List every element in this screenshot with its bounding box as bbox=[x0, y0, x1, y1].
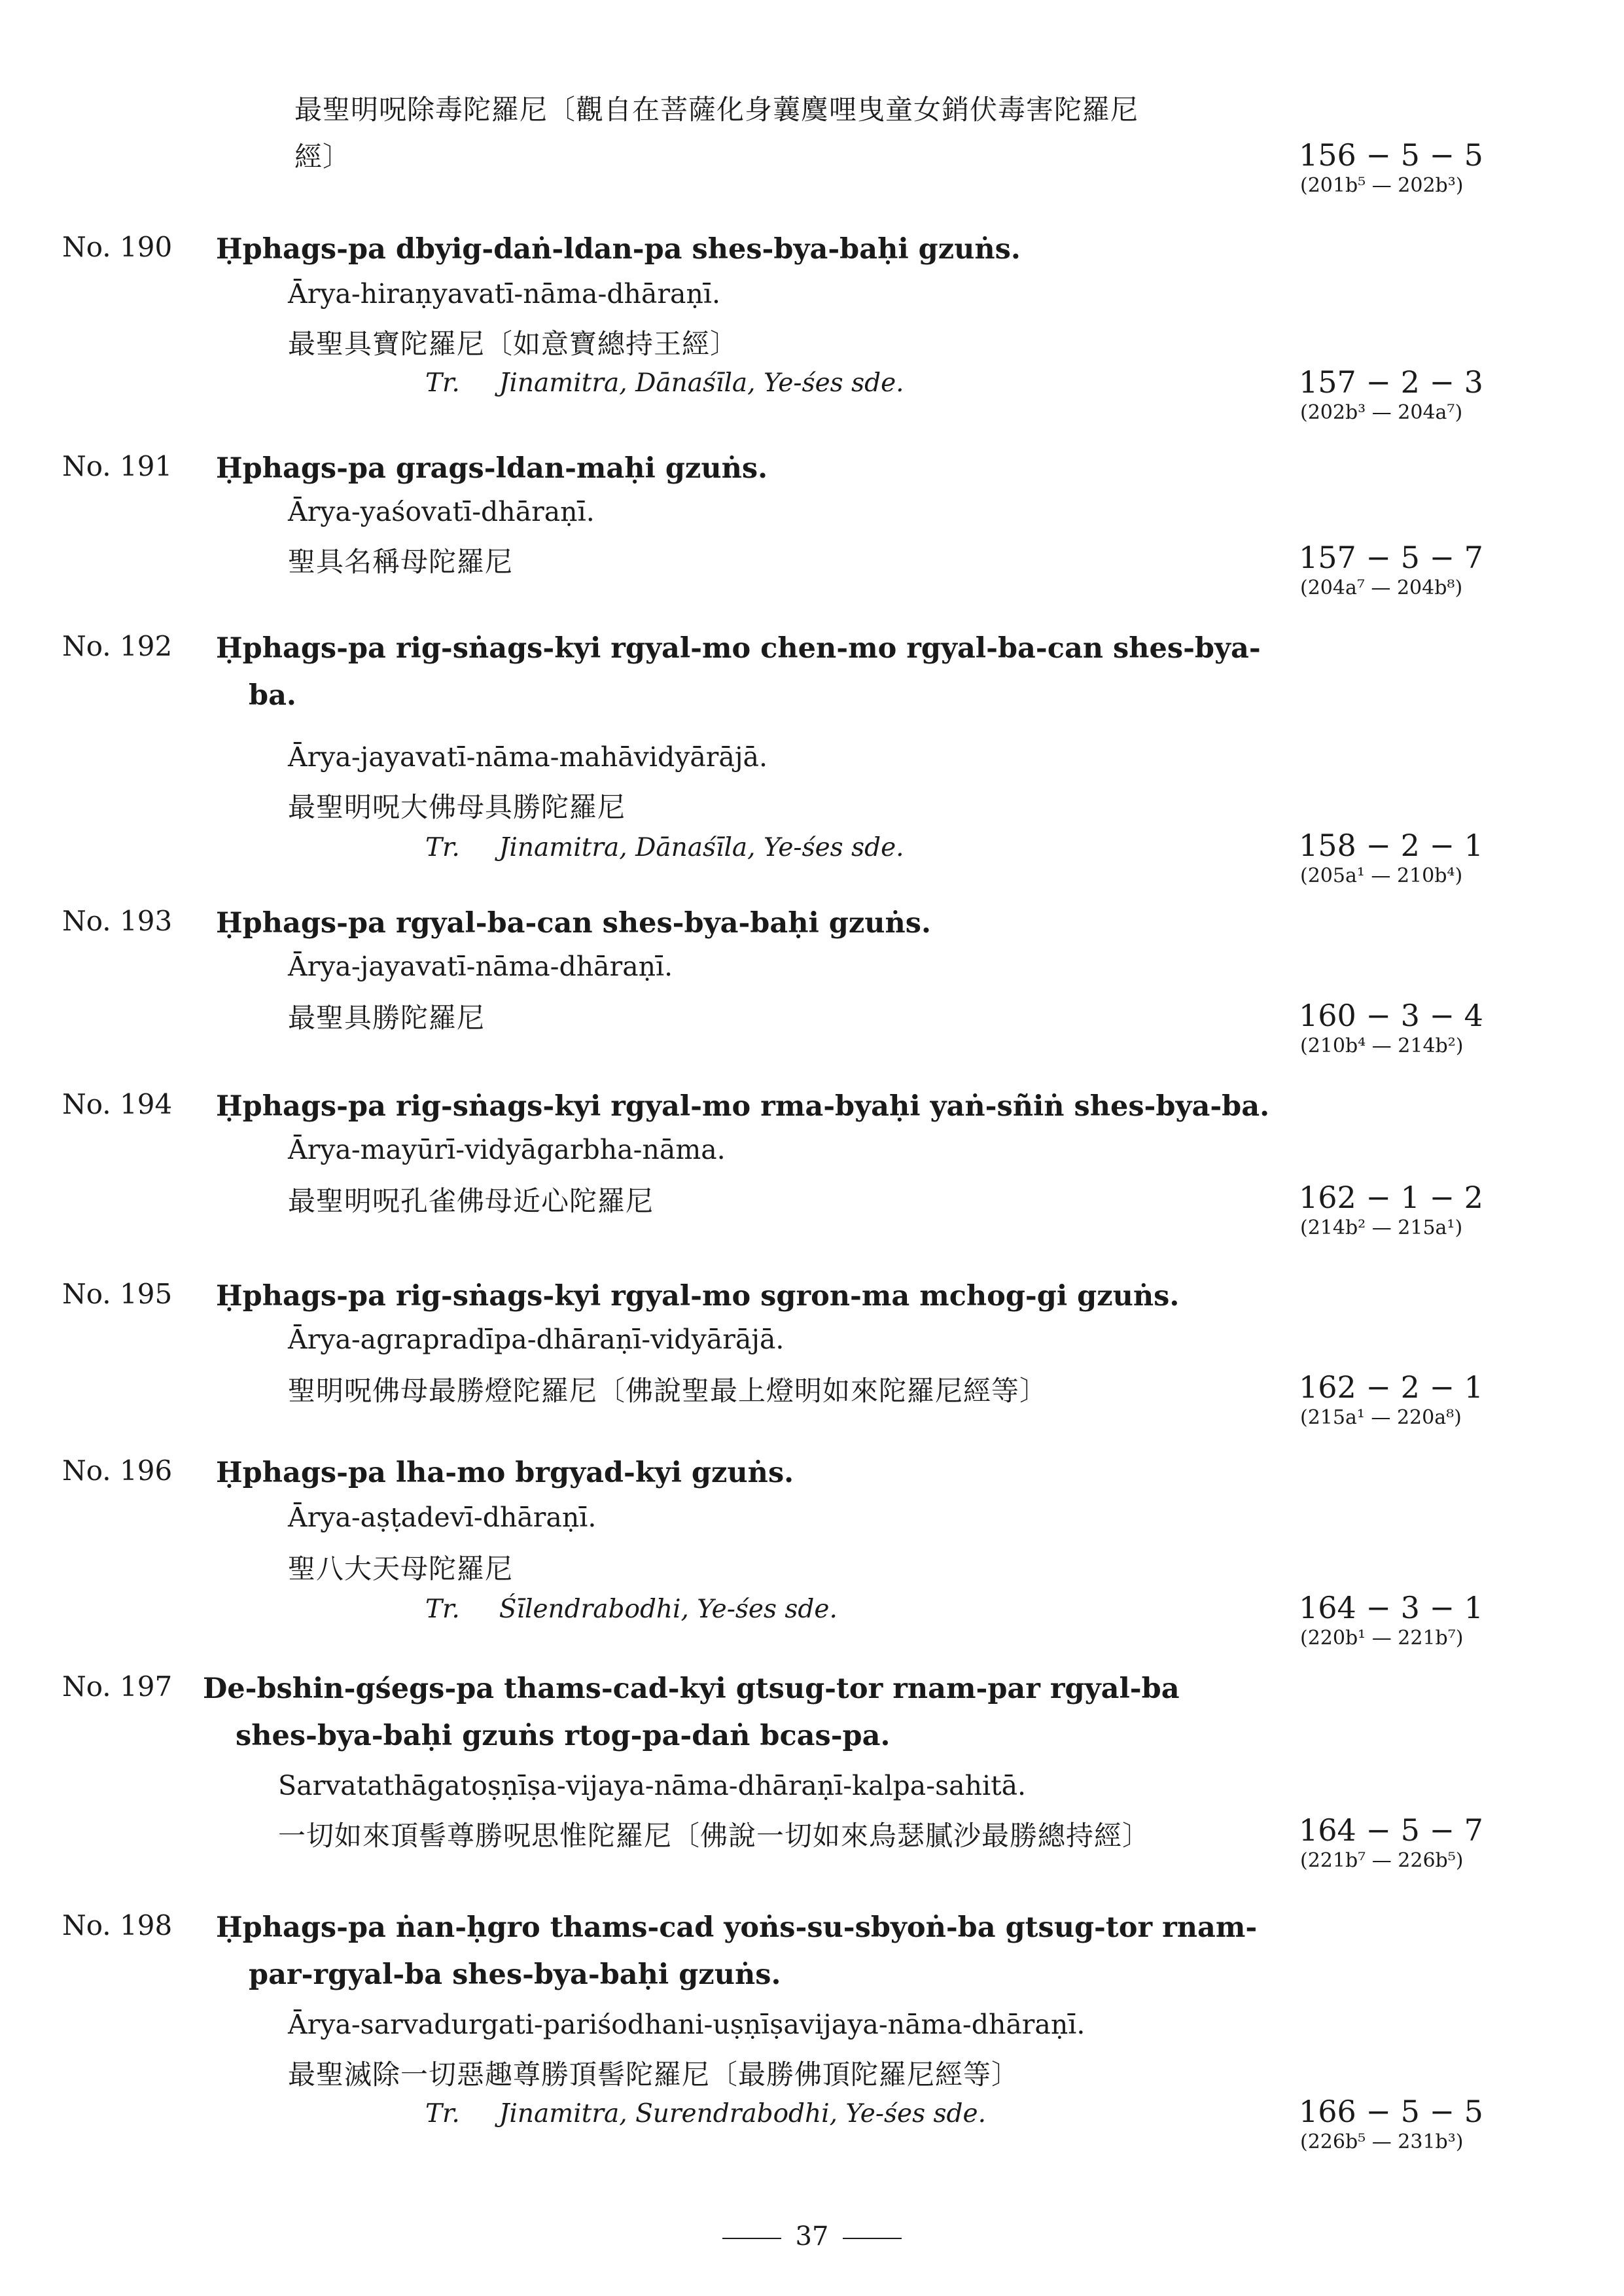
catalogue-reference bbox=[1299, 998, 1515, 1057]
tibetan-title-line: Ḥphags-pa rig-sṅags-kyi rgyal-mo rma-byaḥi yaṅ-sñiṅ shes-bya-ba. bbox=[216, 1090, 1270, 1123]
translator-label: Tr. bbox=[425, 1595, 460, 1624]
volume-page-line: 162 − 1 − 2 bbox=[1299, 1180, 1483, 1215]
catalogue-reference bbox=[1299, 1590, 1515, 1650]
entry-number: No. 195 bbox=[62, 1278, 173, 1310]
chinese-title: 聖具名稱母陀羅尼 bbox=[288, 546, 514, 578]
entry-number: No. 192 bbox=[62, 630, 173, 662]
catalogue-reference bbox=[1299, 137, 1515, 197]
entry-number: No. 194 bbox=[62, 1088, 173, 1120]
sanskrit-title: Sarvatathāgatoṣṇīṣa-vijaya-nāma-dhāraṇī-kalpa-sahitā. bbox=[278, 1770, 1027, 1801]
sanskrit-title: Ārya-jayavatī-nāma-dhāraṇī. bbox=[288, 951, 673, 982]
volume-page-line: 164 − 3 − 1 bbox=[1299, 1590, 1483, 1625]
page-number-rule-right bbox=[843, 2238, 902, 2239]
translators-line bbox=[425, 833, 904, 862]
volume-page-line: 158 − 2 − 1 bbox=[1299, 828, 1483, 863]
catalogue-reference bbox=[1299, 2094, 1515, 2153]
entry-number: No. 193 bbox=[62, 905, 173, 937]
chinese-title: 最聖明呪大佛母具勝陀羅尼 bbox=[288, 791, 626, 823]
entry-number: No. 198 bbox=[62, 1909, 173, 1941]
tibetan-title bbox=[216, 445, 1276, 492]
folio-range: (201b⁵ — 202b³) bbox=[1300, 174, 1464, 197]
entry-number: No. 196 bbox=[62, 1455, 173, 1487]
translator-label: Tr. bbox=[425, 368, 460, 398]
translator-names: Jinamitra, Dānaśīla, Ye-śes sde. bbox=[499, 368, 904, 398]
volume-page-line: 160 − 3 − 4 bbox=[1299, 998, 1483, 1033]
sanskrit-title: Ārya-jayavatī-nāma-mahāvidyārājā. bbox=[288, 741, 768, 773]
folio-range: (202b³ — 204a⁷) bbox=[1300, 401, 1463, 424]
page-number bbox=[0, 2221, 1624, 2252]
sanskrit-title: Ārya-yaśovatī-dhāraṇī. bbox=[288, 496, 595, 527]
folio-range: (221b⁷ — 226b⁵) bbox=[1300, 1849, 1464, 1872]
translators-line bbox=[425, 2099, 986, 2128]
tibetan-title bbox=[216, 1449, 1276, 1496]
tibetan-title-line: Ḥphags-pa rig-sṅags-kyi rgyal-mo chen-mo rgyal-ba-can shes-bya- bbox=[216, 632, 1261, 665]
tibetan-title bbox=[216, 1273, 1276, 1320]
sanskrit-title: Ārya-agrapradīpa-dhāraṇī-vidyārājā. bbox=[288, 1324, 785, 1355]
translators-line bbox=[425, 368, 904, 398]
chinese-title: 聖明呪佛母最勝燈陀羅尼〔佛說聖最上燈明如來陀羅尼經等〕 bbox=[288, 1375, 1048, 1407]
catalogue-reference bbox=[1299, 1812, 1515, 1872]
volume-page-line: 162 − 2 − 1 bbox=[1299, 1369, 1483, 1405]
page-number-rule-left bbox=[722, 2238, 781, 2239]
tibetan-title bbox=[216, 625, 1276, 719]
catalogue-reference bbox=[1299, 540, 1515, 599]
folio-range: (214b² — 215a¹) bbox=[1300, 1216, 1463, 1239]
translators-line bbox=[425, 1595, 838, 1624]
volume-page-line: 164 − 5 − 7 bbox=[1299, 1812, 1483, 1848]
folio-range: (215a¹ — 220a⁸) bbox=[1300, 1406, 1462, 1429]
catalogue-reference bbox=[1299, 828, 1515, 887]
chinese-title: 聖八大天母陀羅尼 bbox=[288, 1553, 514, 1585]
catalogue-reference bbox=[1299, 364, 1515, 424]
sanskrit-title: Ārya-mayūrī-vidyāgarbha-nāma. bbox=[288, 1134, 726, 1165]
entry-number: No. 190 bbox=[62, 231, 173, 263]
volume-page-line: 157 − 2 − 3 bbox=[1299, 364, 1483, 400]
folio-range: (226b⁵ — 231b³) bbox=[1300, 2130, 1464, 2153]
folio-range: (205a¹ — 210b⁴) bbox=[1300, 864, 1463, 887]
volume-page-line: 157 − 5 − 7 bbox=[1299, 540, 1483, 575]
tibetan-title-line: Ḥphags-pa rig-sṅags-kyi rgyal-mo sgron-ma mchog-gi gzuṅs. bbox=[216, 1280, 1180, 1313]
chinese-title: 最聖明呪孔雀佛母近心陀羅尼 bbox=[288, 1185, 654, 1217]
tibetan-title-line-2: ba. bbox=[249, 679, 296, 712]
tibetan-title-line-2: shes-bya-baḥi gzuṅs rtog-pa-daṅ bcas-pa. bbox=[236, 1720, 891, 1752]
folio-range: (210b⁴ — 214b²) bbox=[1300, 1034, 1464, 1057]
sanskrit-title: Ārya-aṣṭadevī-dhāraṇī. bbox=[288, 1502, 597, 1533]
tibetan-title-line: Ḥphags-pa grags-ldan-maḥi gzuṅs. bbox=[216, 452, 768, 485]
volume-page-line: 166 − 5 − 5 bbox=[1299, 2094, 1483, 2129]
translator-names: Śīlendrabodhi, Ye-śes sde. bbox=[499, 1595, 838, 1624]
tibetan-title-line: Ḥphags-pa dbyig-daṅ-ldan-pa shes-bya-baḥi gzuṅs. bbox=[216, 233, 1021, 266]
chinese-title: 最聖明呪除毒陀羅尼〔觀自在菩薩化身蘘麌哩曳童女銷伏毒害陀羅尼 bbox=[294, 94, 1139, 126]
catalogue-reference bbox=[1299, 1180, 1515, 1239]
tibetan-title-line: Ḥphags-pa ṅan-ḥgro thams-cad yoṅs-su-sbyoṅ-ba gtsug-tor rnam- bbox=[216, 1911, 1258, 1944]
sanskrit-title: Ārya-hiraṇyavatī-nāma-dhāraṇī. bbox=[288, 278, 721, 309]
tibetan-title bbox=[216, 1904, 1276, 1998]
sanskrit-title: Ārya-sarvadurgati-pariśodhani-uṣṇīṣavijaya-nāma-dhāraṇī. bbox=[288, 2009, 1086, 2040]
tibetan-title-line: De-bshin-gśegs-pa thams-cad-kyi gtsug-tor rnam-par rgyal-ba bbox=[203, 1672, 1180, 1705]
chinese-title: 最聖滅除一切惡趣尊勝頂髻陀羅尼〔最勝佛頂陀羅尼經等〕 bbox=[288, 2058, 1020, 2091]
folio-range: (204a⁷ — 204b⁸) bbox=[1300, 576, 1463, 599]
folio-range: (220b¹ — 221b⁷) bbox=[1300, 1627, 1464, 1650]
tibetan-title-line: Ḥphags-pa lha-mo brgyad-kyi gzuṅs. bbox=[216, 1457, 794, 1489]
page-number-value: 37 bbox=[795, 2221, 829, 2252]
translator-label: Tr. bbox=[425, 833, 460, 862]
chinese-title: 最聖具勝陀羅尼 bbox=[288, 1002, 485, 1034]
catalogue-reference bbox=[1299, 1369, 1515, 1429]
chinese-title: 最聖具寶陀羅尼〔如意寶總持王經〕 bbox=[288, 328, 739, 360]
tibetan-title bbox=[216, 226, 1276, 273]
tibetan-title bbox=[203, 1665, 1263, 1759]
tibetan-title-line: Ḥphags-pa rgyal-ba-can shes-bya-baḥi gzuṅs. bbox=[216, 907, 931, 940]
translator-names: Jinamitra, Dānaśīla, Ye-śes sde. bbox=[499, 833, 904, 862]
translator-names: Jinamitra, Surendrabodhi, Ye-śes sde. bbox=[499, 2099, 986, 2128]
chinese-title-continued: 經〕 bbox=[294, 141, 351, 173]
entry-number: No. 191 bbox=[62, 450, 173, 482]
chinese-title: 一切如來頂髻尊勝呪思惟陀羅尼〔佛說一切如來烏瑟膩沙最勝總持經〕 bbox=[278, 1820, 1151, 1852]
entry-number: No. 197 bbox=[62, 1670, 173, 1703]
volume-page-line: 156 − 5 − 5 bbox=[1299, 137, 1483, 173]
translator-label: Tr. bbox=[425, 2099, 460, 2128]
tibetan-title-line-2: par-rgyal-ba shes-bya-baḥi gzuṅs. bbox=[249, 1958, 781, 1991]
tibetan-title bbox=[216, 1083, 1276, 1130]
tibetan-title bbox=[216, 900, 1276, 947]
